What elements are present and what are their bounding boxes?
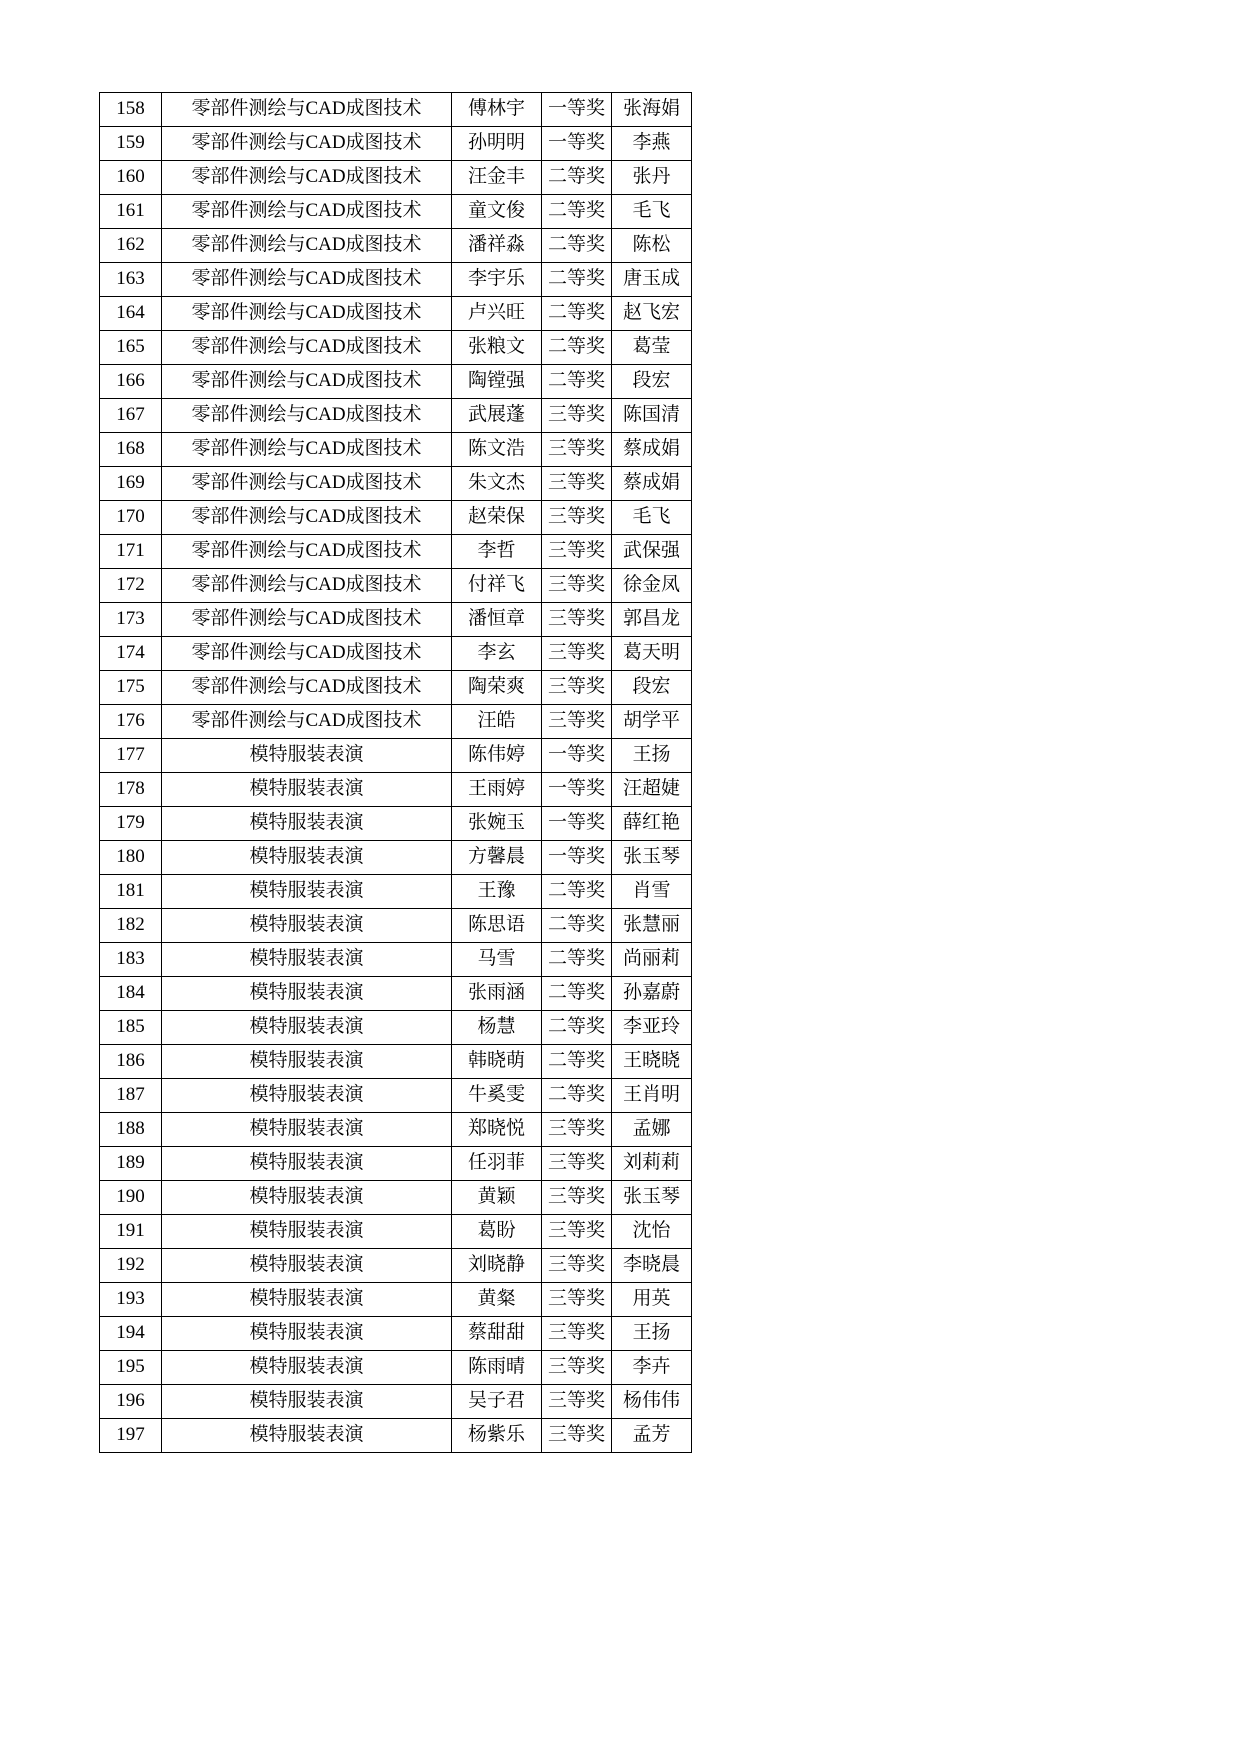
cell-name: 刘晓静	[452, 1249, 542, 1283]
cell-project: 零部件测绘与CAD成图技术	[162, 705, 452, 739]
cell-teacher: 张玉琴	[612, 1181, 692, 1215]
cell-teacher: 段宏	[612, 365, 692, 399]
cell-teacher: 赵飞宏	[612, 297, 692, 331]
cell-project: 零部件测绘与CAD成图技术	[162, 433, 452, 467]
cell-teacher: 蔡成娟	[612, 433, 692, 467]
cell-index: 171	[100, 535, 162, 569]
cell-teacher: 李亚玲	[612, 1011, 692, 1045]
table-row	[100, 1317, 692, 1351]
cell-index: 177	[100, 739, 162, 773]
table-row	[100, 1215, 692, 1249]
cell-index: 160	[100, 161, 162, 195]
cell-project: 模特服装表演	[162, 875, 452, 909]
cell-name: 孙明明	[452, 127, 542, 161]
cell-award: 一等奖	[542, 739, 612, 773]
cell-award: 二等奖	[542, 977, 612, 1011]
cell-name: 朱文杰	[452, 467, 542, 501]
cell-award: 三等奖	[542, 1249, 612, 1283]
cell-index: 197	[100, 1419, 162, 1453]
cell-project: 零部件测绘与CAD成图技术	[162, 331, 452, 365]
cell-index: 162	[100, 229, 162, 263]
cell-project: 零部件测绘与CAD成图技术	[162, 365, 452, 399]
table-row	[100, 773, 692, 807]
cell-award: 三等奖	[542, 1147, 612, 1181]
cell-teacher: 杨伟伟	[612, 1385, 692, 1419]
table-row	[100, 1113, 692, 1147]
cell-project: 模特服装表演	[162, 1283, 452, 1317]
cell-award: 三等奖	[542, 637, 612, 671]
cell-teacher: 陈松	[612, 229, 692, 263]
cell-project: 零部件测绘与CAD成图技术	[162, 671, 452, 705]
cell-teacher: 张海娟	[612, 93, 692, 127]
cell-index: 167	[100, 399, 162, 433]
cell-teacher: 陈国清	[612, 399, 692, 433]
cell-award: 三等奖	[542, 603, 612, 637]
cell-teacher: 王肖明	[612, 1079, 692, 1113]
table-row	[100, 875, 692, 909]
cell-teacher: 唐玉成	[612, 263, 692, 297]
cell-index: 185	[100, 1011, 162, 1045]
cell-name: 郑晓悦	[452, 1113, 542, 1147]
cell-index: 166	[100, 365, 162, 399]
cell-name: 陈雨晴	[452, 1351, 542, 1385]
cell-award: 三等奖	[542, 1215, 612, 1249]
cell-name: 付祥飞	[452, 569, 542, 603]
cell-index: 176	[100, 705, 162, 739]
cell-project: 零部件测绘与CAD成图技术	[162, 127, 452, 161]
cell-name: 陈伟婷	[452, 739, 542, 773]
cell-teacher: 刘莉莉	[612, 1147, 692, 1181]
table-row	[100, 399, 692, 433]
cell-name: 李玄	[452, 637, 542, 671]
table-row	[100, 365, 692, 399]
cell-award: 二等奖	[542, 331, 612, 365]
table-row	[100, 1351, 692, 1385]
cell-award: 三等奖	[542, 1317, 612, 1351]
cell-index: 174	[100, 637, 162, 671]
cell-name: 李宇乐	[452, 263, 542, 297]
cell-award: 二等奖	[542, 195, 612, 229]
cell-index: 183	[100, 943, 162, 977]
cell-index: 181	[100, 875, 162, 909]
cell-name: 童文俊	[452, 195, 542, 229]
cell-teacher: 王扬	[612, 1317, 692, 1351]
cell-project: 模特服装表演	[162, 1079, 452, 1113]
cell-teacher: 毛飞	[612, 195, 692, 229]
cell-teacher: 葛莹	[612, 331, 692, 365]
cell-index: 191	[100, 1215, 162, 1249]
cell-teacher: 段宏	[612, 671, 692, 705]
cell-teacher: 孙嘉蔚	[612, 977, 692, 1011]
cell-index: 168	[100, 433, 162, 467]
cell-index: 173	[100, 603, 162, 637]
cell-name: 陶镗强	[452, 365, 542, 399]
table-row	[100, 1045, 692, 1079]
cell-name: 李哲	[452, 535, 542, 569]
cell-project: 零部件测绘与CAD成图技术	[162, 263, 452, 297]
cell-project: 零部件测绘与CAD成图技术	[162, 501, 452, 535]
cell-name: 吴子君	[452, 1385, 542, 1419]
cell-teacher: 张丹	[612, 161, 692, 195]
table-row	[100, 467, 692, 501]
cell-teacher: 葛天明	[612, 637, 692, 671]
cell-project: 模特服装表演	[162, 1011, 452, 1045]
cell-award: 一等奖	[542, 807, 612, 841]
cell-index: 170	[100, 501, 162, 535]
table-row	[100, 841, 692, 875]
cell-index: 178	[100, 773, 162, 807]
cell-index: 180	[100, 841, 162, 875]
cell-index: 186	[100, 1045, 162, 1079]
table-row	[100, 943, 692, 977]
table-row	[100, 297, 692, 331]
cell-index: 184	[100, 977, 162, 1011]
cell-award: 三等奖	[542, 569, 612, 603]
cell-teacher: 蔡成娟	[612, 467, 692, 501]
cell-name: 王豫	[452, 875, 542, 909]
cell-award: 三等奖	[542, 1351, 612, 1385]
cell-project: 零部件测绘与CAD成图技术	[162, 569, 452, 603]
cell-index: 161	[100, 195, 162, 229]
table-row	[100, 739, 692, 773]
cell-teacher: 用英	[612, 1283, 692, 1317]
cell-project: 模特服装表演	[162, 1147, 452, 1181]
cell-name: 张婉玉	[452, 807, 542, 841]
table-row	[100, 433, 692, 467]
cell-project: 零部件测绘与CAD成图技术	[162, 297, 452, 331]
cell-name: 牛奚雯	[452, 1079, 542, 1113]
table-row	[100, 1147, 692, 1181]
table-row	[100, 1419, 692, 1453]
cell-name: 王雨婷	[452, 773, 542, 807]
cell-index: 158	[100, 93, 162, 127]
cell-teacher: 孟娜	[612, 1113, 692, 1147]
cell-award: 三等奖	[542, 1113, 612, 1147]
cell-teacher: 王晓晓	[612, 1045, 692, 1079]
cell-project: 零部件测绘与CAD成图技术	[162, 603, 452, 637]
cell-teacher: 薛红艳	[612, 807, 692, 841]
cell-index: 172	[100, 569, 162, 603]
table-row	[100, 705, 692, 739]
cell-name: 蔡甜甜	[452, 1317, 542, 1351]
cell-project: 零部件测绘与CAD成图技术	[162, 195, 452, 229]
table-row	[100, 1385, 692, 1419]
cell-teacher: 李晓晨	[612, 1249, 692, 1283]
cell-teacher: 李卉	[612, 1351, 692, 1385]
cell-name: 任羽菲	[452, 1147, 542, 1181]
table-row	[100, 671, 692, 705]
cell-name: 黄颖	[452, 1181, 542, 1215]
cell-index: 187	[100, 1079, 162, 1113]
cell-name: 武展蓬	[452, 399, 542, 433]
cell-project: 模特服装表演	[162, 739, 452, 773]
cell-award: 三等奖	[542, 433, 612, 467]
cell-teacher: 尚丽莉	[612, 943, 692, 977]
table-row	[100, 229, 692, 263]
cell-name: 赵荣保	[452, 501, 542, 535]
table-row	[100, 127, 692, 161]
cell-award: 二等奖	[542, 229, 612, 263]
table-row	[100, 1283, 692, 1317]
cell-name: 黄粲	[452, 1283, 542, 1317]
table-row	[100, 909, 692, 943]
table-row	[100, 1181, 692, 1215]
cell-award: 三等奖	[542, 1181, 612, 1215]
cell-teacher: 胡学平	[612, 705, 692, 739]
table-row	[100, 331, 692, 365]
cell-index: 188	[100, 1113, 162, 1147]
award-list-body	[100, 93, 692, 1453]
cell-index: 164	[100, 297, 162, 331]
cell-project: 零部件测绘与CAD成图技术	[162, 161, 452, 195]
cell-index: 182	[100, 909, 162, 943]
cell-index: 165	[100, 331, 162, 365]
cell-award: 三等奖	[542, 501, 612, 535]
table-row	[100, 977, 692, 1011]
cell-index: 189	[100, 1147, 162, 1181]
table-row	[100, 1011, 692, 1045]
cell-name: 陈思语	[452, 909, 542, 943]
cell-teacher: 王扬	[612, 739, 692, 773]
cell-award: 二等奖	[542, 875, 612, 909]
cell-award: 二等奖	[542, 1045, 612, 1079]
cell-award: 二等奖	[542, 297, 612, 331]
table-row	[100, 1249, 692, 1283]
cell-award: 二等奖	[542, 1079, 612, 1113]
cell-teacher: 孟芳	[612, 1419, 692, 1453]
cell-name: 汪皓	[452, 705, 542, 739]
cell-index: 194	[100, 1317, 162, 1351]
cell-name: 陈文浩	[452, 433, 542, 467]
cell-teacher: 张慧丽	[612, 909, 692, 943]
cell-teacher: 李燕	[612, 127, 692, 161]
cell-award: 三等奖	[542, 671, 612, 705]
cell-project: 零部件测绘与CAD成图技术	[162, 229, 452, 263]
cell-project: 模特服装表演	[162, 943, 452, 977]
cell-project: 模特服装表演	[162, 1215, 452, 1249]
cell-project: 模特服装表演	[162, 1317, 452, 1351]
cell-award: 二等奖	[542, 263, 612, 297]
table-row	[100, 807, 692, 841]
table-row	[100, 263, 692, 297]
award-list-table	[99, 92, 692, 1453]
cell-award: 三等奖	[542, 1385, 612, 1419]
cell-project: 模特服装表演	[162, 773, 452, 807]
cell-index: 159	[100, 127, 162, 161]
table-row	[100, 501, 692, 535]
cell-project: 模特服装表演	[162, 1351, 452, 1385]
cell-teacher: 郭昌龙	[612, 603, 692, 637]
cell-award: 一等奖	[542, 127, 612, 161]
table-row	[100, 603, 692, 637]
cell-award: 二等奖	[542, 1011, 612, 1045]
cell-project: 模特服装表演	[162, 909, 452, 943]
cell-project: 零部件测绘与CAD成图技术	[162, 93, 452, 127]
cell-project: 模特服装表演	[162, 841, 452, 875]
cell-index: 195	[100, 1351, 162, 1385]
cell-name: 韩晓萌	[452, 1045, 542, 1079]
cell-award: 一等奖	[542, 93, 612, 127]
cell-project: 模特服装表演	[162, 807, 452, 841]
cell-project: 零部件测绘与CAD成图技术	[162, 399, 452, 433]
cell-index: 175	[100, 671, 162, 705]
cell-name: 方馨晨	[452, 841, 542, 875]
cell-project: 模特服装表演	[162, 1385, 452, 1419]
cell-index: 179	[100, 807, 162, 841]
cell-award: 二等奖	[542, 943, 612, 977]
cell-name: 潘祥淼	[452, 229, 542, 263]
cell-teacher: 武保强	[612, 535, 692, 569]
cell-name: 张粮文	[452, 331, 542, 365]
cell-project: 零部件测绘与CAD成图技术	[162, 535, 452, 569]
cell-award: 一等奖	[542, 773, 612, 807]
cell-index: 163	[100, 263, 162, 297]
table-row	[100, 93, 692, 127]
cell-award: 三等奖	[542, 705, 612, 739]
cell-project: 模特服装表演	[162, 1181, 452, 1215]
cell-award: 一等奖	[542, 841, 612, 875]
cell-index: 196	[100, 1385, 162, 1419]
cell-award: 三等奖	[542, 535, 612, 569]
cell-teacher: 毛飞	[612, 501, 692, 535]
table-row	[100, 535, 692, 569]
cell-project: 模特服装表演	[162, 977, 452, 1011]
cell-name: 杨慧	[452, 1011, 542, 1045]
table-row	[100, 569, 692, 603]
cell-name: 杨紫乐	[452, 1419, 542, 1453]
cell-project: 零部件测绘与CAD成图技术	[162, 467, 452, 501]
cell-index: 190	[100, 1181, 162, 1215]
cell-index: 193	[100, 1283, 162, 1317]
cell-award: 三等奖	[542, 1419, 612, 1453]
cell-project: 模特服装表演	[162, 1249, 452, 1283]
cell-index: 169	[100, 467, 162, 501]
table-row	[100, 637, 692, 671]
cell-name: 张雨涵	[452, 977, 542, 1011]
cell-award: 三等奖	[542, 467, 612, 501]
cell-project: 零部件测绘与CAD成图技术	[162, 637, 452, 671]
cell-project: 模特服装表演	[162, 1419, 452, 1453]
table-row	[100, 195, 692, 229]
cell-name: 陶荣爽	[452, 671, 542, 705]
cell-project: 模特服装表演	[162, 1045, 452, 1079]
cell-project: 模特服装表演	[162, 1113, 452, 1147]
cell-name: 汪金丰	[452, 161, 542, 195]
cell-name: 葛盼	[452, 1215, 542, 1249]
cell-award: 三等奖	[542, 399, 612, 433]
cell-name: 傅林宇	[452, 93, 542, 127]
cell-name: 卢兴旺	[452, 297, 542, 331]
cell-name: 马雪	[452, 943, 542, 977]
cell-award: 二等奖	[542, 909, 612, 943]
cell-award: 二等奖	[542, 365, 612, 399]
cell-teacher: 沈怡	[612, 1215, 692, 1249]
cell-teacher: 汪超婕	[612, 773, 692, 807]
cell-award: 三等奖	[542, 1283, 612, 1317]
cell-index: 192	[100, 1249, 162, 1283]
cell-award: 二等奖	[542, 161, 612, 195]
cell-teacher: 徐金凤	[612, 569, 692, 603]
table-row	[100, 161, 692, 195]
cell-teacher: 张玉琴	[612, 841, 692, 875]
cell-name: 潘恒章	[452, 603, 542, 637]
cell-teacher: 肖雪	[612, 875, 692, 909]
table-row	[100, 1079, 692, 1113]
